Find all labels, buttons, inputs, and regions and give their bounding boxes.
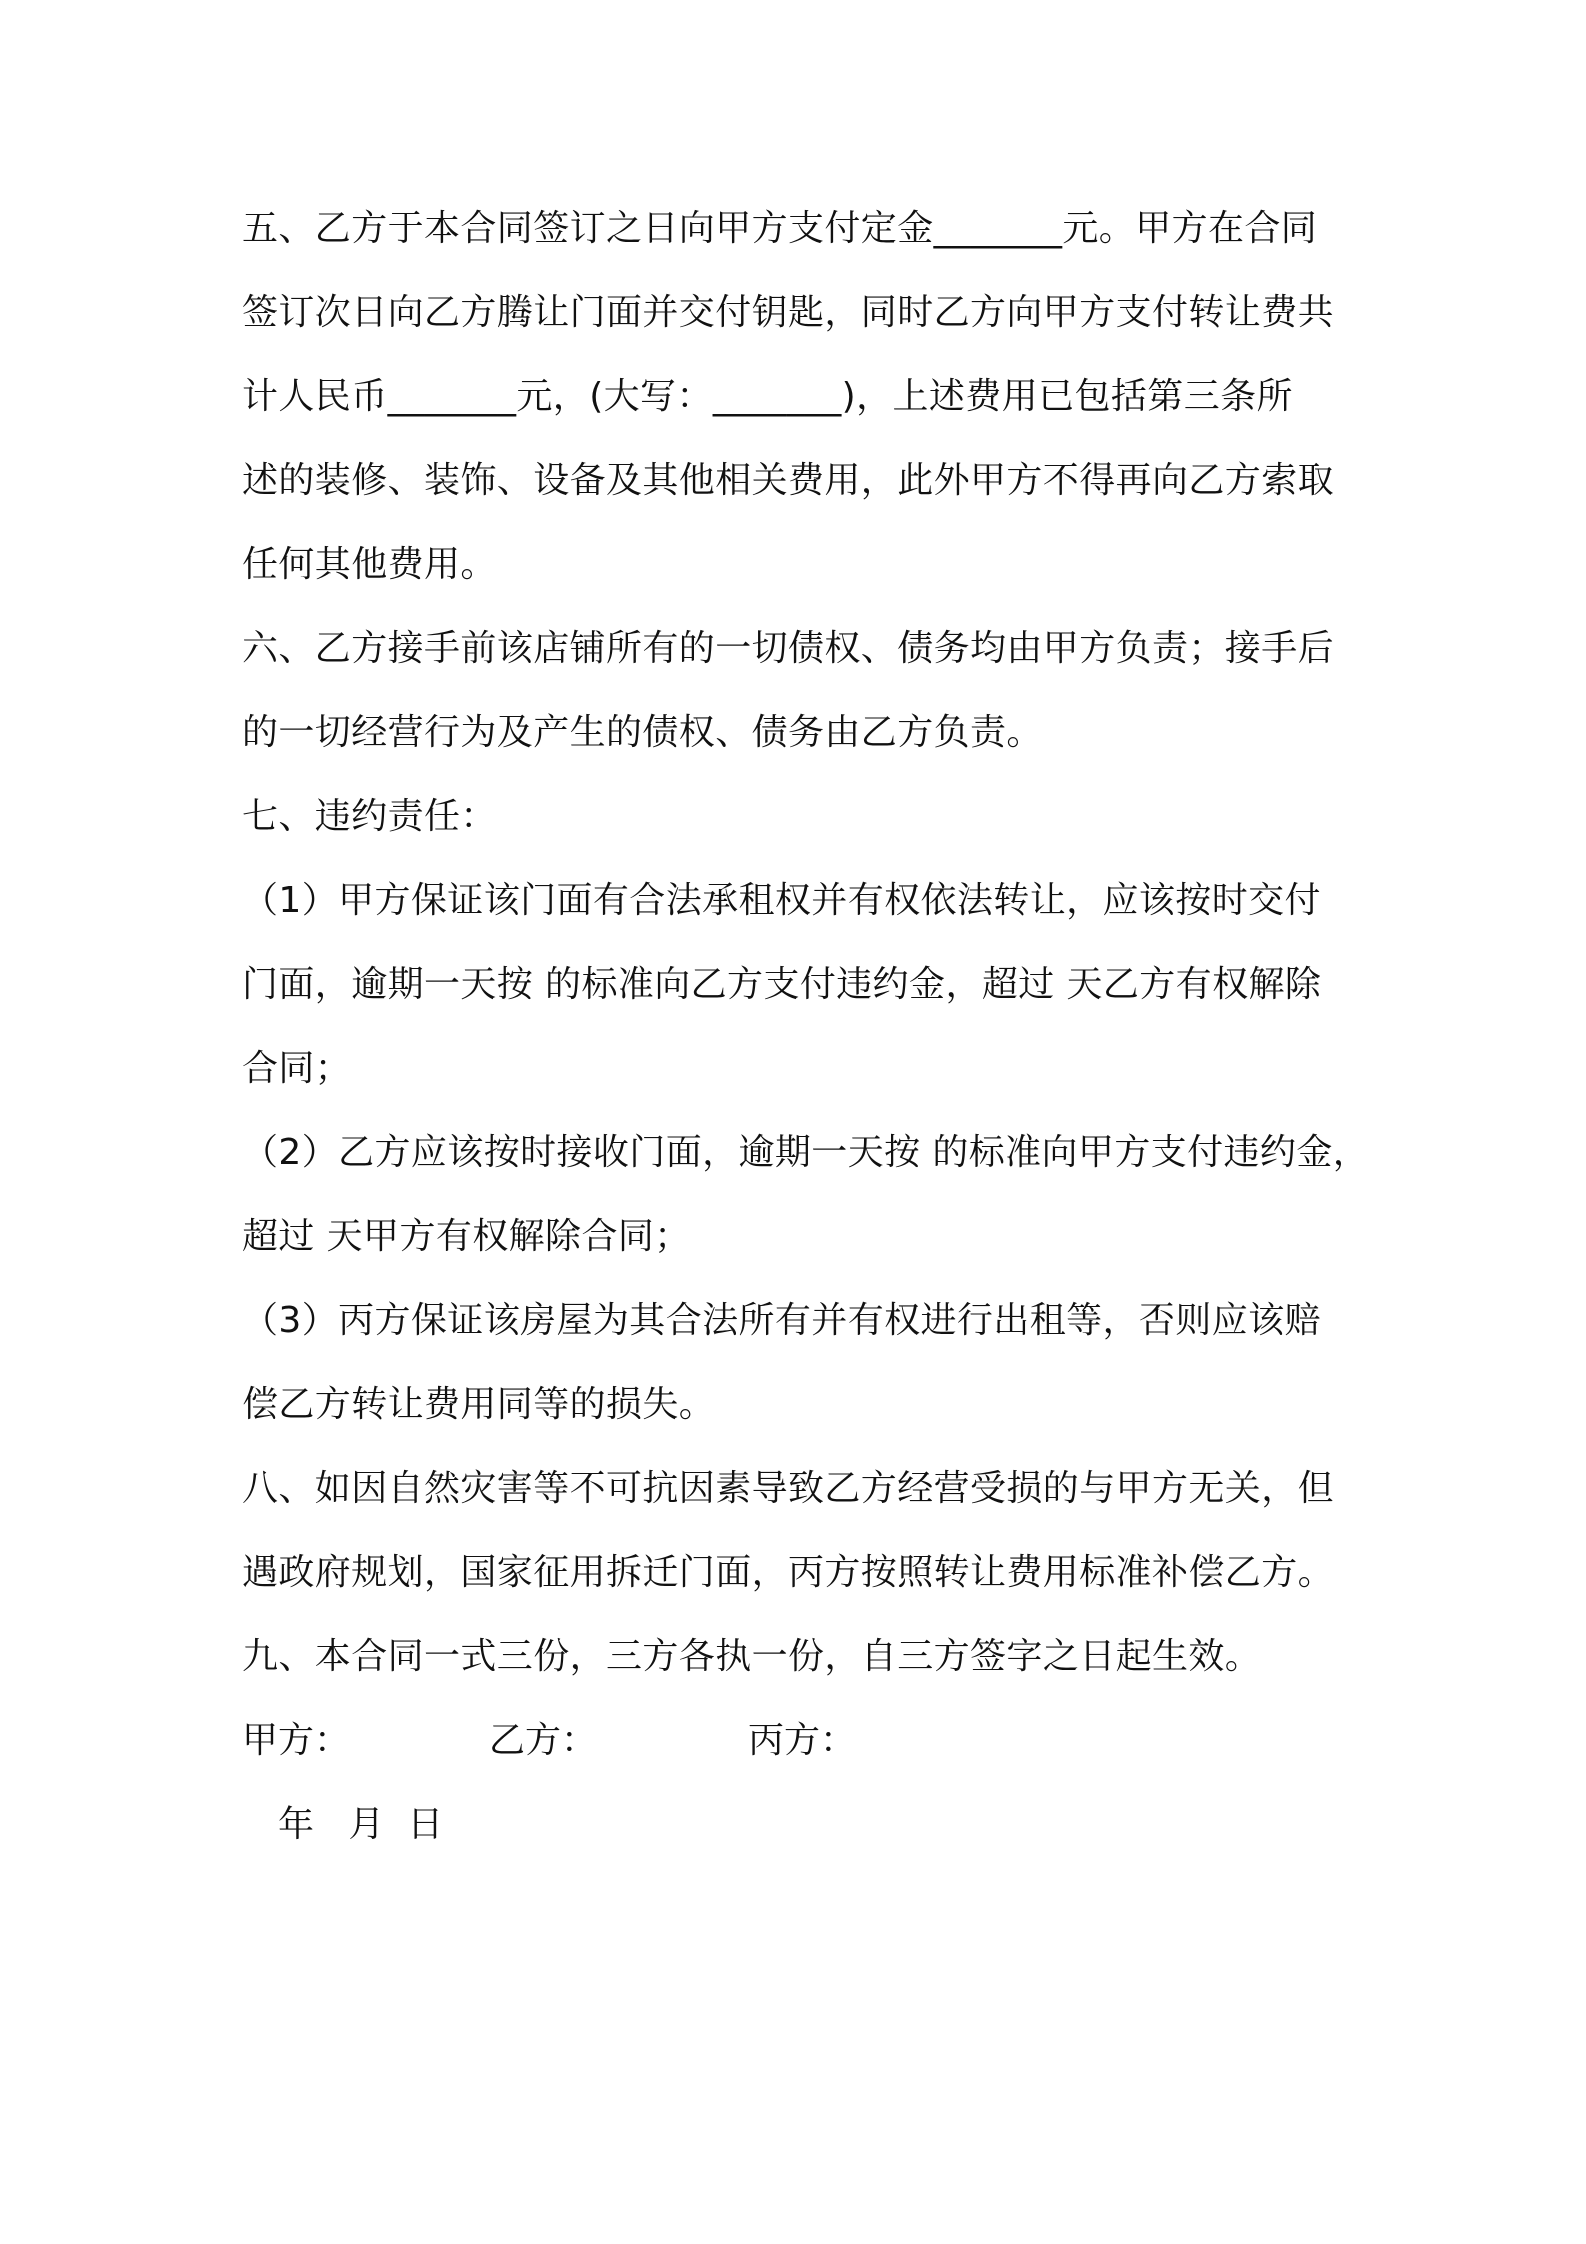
- signing-date-line: 年 月 日: [278, 1804, 444, 1845]
- clause-7-item-3-line-2: 偿乙方转让费用同等的损失。: [242, 1384, 716, 1425]
- clause-6-line-1: 六、乙方接手前该店铺所有的一切债权、债务均由甲方负责；接手后: [242, 628, 1335, 669]
- clause-5-line-3: 计人民币_______元，(大写：_______)，上述费用已包括第三条所: [242, 376, 1293, 417]
- clause-5-line-2: 签订次日向乙方腾让门面并交付钥匙，同时乙方向甲方支付转让费共: [242, 292, 1335, 333]
- clause-6-line-2: 的一切经营行为及产生的债权、债务由乙方负责。: [242, 712, 1043, 753]
- clause-9-line-1: 九、本合同一式三份，三方各执一份，自三方签字之日起生效。: [242, 1636, 1262, 1677]
- clause-7-item-2-line-1: （2）乙方应该按时接收门面，逾期一天按 的标准向甲方支付违约金，: [242, 1132, 1370, 1173]
- clause-8-line-2: 遇政府规划，国家征用拆迁门面，丙方按照转让费用标准补偿乙方。: [242, 1552, 1335, 1593]
- clause-7-item-1-line-2: 门面，逾期一天按 的标准向乙方支付违约金，超过 天乙方有权解除: [242, 964, 1322, 1005]
- clause-5-line-4: 述的装修、装饰、设备及其他相关费用，此外甲方不得再向乙方索取: [242, 460, 1335, 501]
- clause-7-item-2-line-2: 超过 天甲方有权解除合同；: [242, 1216, 691, 1257]
- clause-7-item-3-line-1: （3）丙方保证该房屋为其合法所有并有权进行出租等，否则应该赔: [242, 1300, 1321, 1341]
- party-b-signature-label: 乙方：: [489, 1720, 598, 1761]
- clause-7-item-1-line-3: 合同；: [242, 1048, 352, 1089]
- clause-7-item-1-line-1: （1）甲方保证该门面有合法承租权并有权依法转让，应该按时交付: [242, 880, 1321, 921]
- clause-7-heading: 七、违约责任：: [242, 796, 497, 837]
- clause-5-line-5: 任何其他费用。: [242, 544, 497, 585]
- party-c-signature-label: 丙方：: [748, 1720, 857, 1761]
- party-a-signature-label: 甲方：: [242, 1720, 351, 1761]
- clause-5-line-1: 五、乙方于本合同签订之日向甲方支付定金_______元。甲方在合同: [242, 208, 1318, 249]
- clause-8-line-1: 八、如因自然灾害等不可抗因素导致乙方经营受损的与甲方无关，但: [242, 1468, 1335, 1509]
